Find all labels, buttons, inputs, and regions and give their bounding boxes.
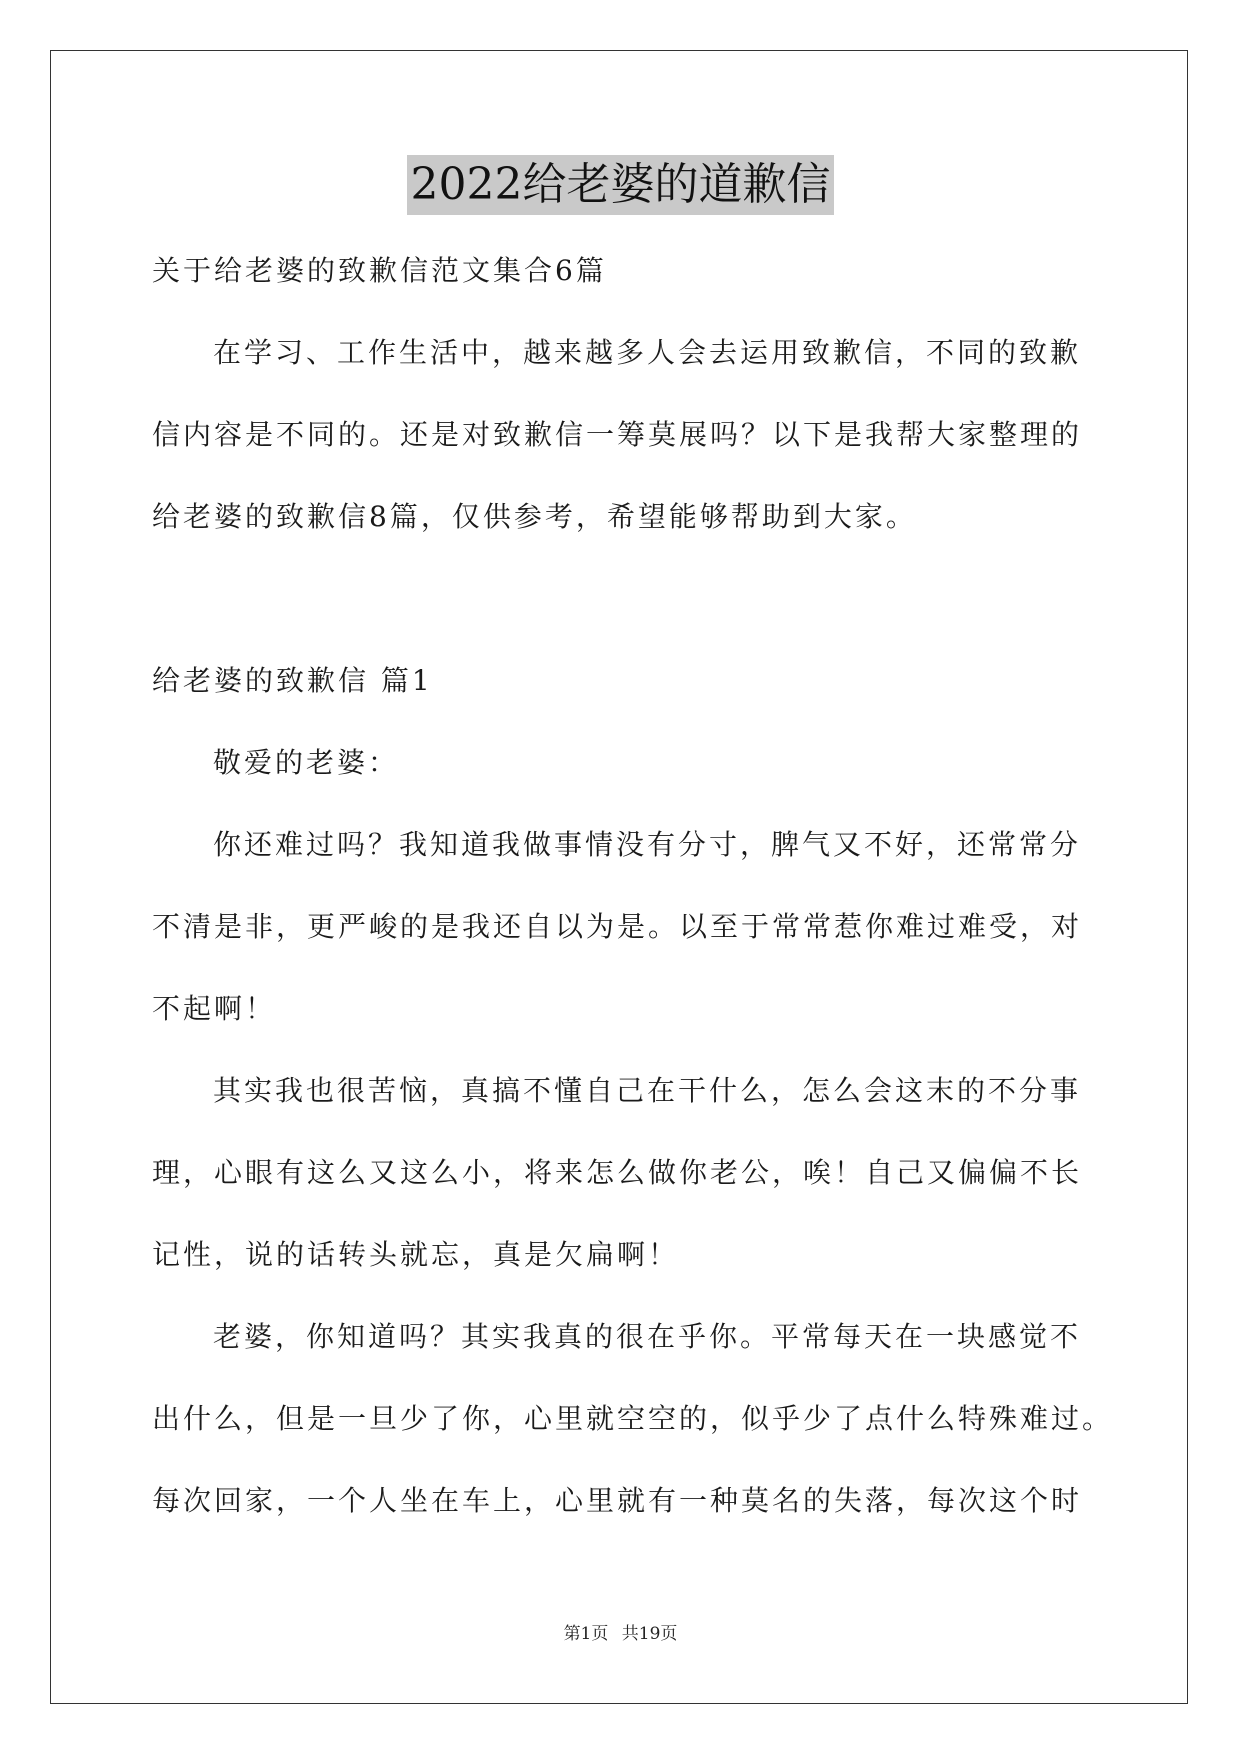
paragraph-line: 给老婆的致歉信8篇，仅供参考，希望能够帮助到大家。: [152, 500, 917, 533]
paragraph-line: 你还难过吗？我知道我做事情没有分寸，脾气又不好，还常常分: [213, 828, 1082, 861]
paragraph-line: 信内容是不同的。还是对致歉信一筹莫展吗？以下是我帮大家整理的: [152, 418, 1083, 451]
section-heading: 给老婆的致歉信 篇1: [152, 664, 433, 697]
document-body: [152, 230, 1114, 1542]
paragraph-line: 其实我也很苦恼，真搞不懂自己在干什么，怎么会这末的不分事: [213, 1074, 1082, 1107]
paragraph-line: 记性，说的话转头就忘，真是欠扁啊！: [152, 1238, 680, 1271]
title-container: [0, 155, 1241, 215]
paragraph-line: 不清是非，更严峻的是我还自以为是。以至于常常惹你难过难受，对: [152, 910, 1083, 943]
paragraph-line: 在学习、工作生活中，越来越多人会去运用致歉信，不同的致歉: [213, 336, 1082, 369]
paragraph-line: 每次回家，一个人坐在车上，心里就有一种莫名的失落，每次这个时: [152, 1484, 1083, 1517]
paragraph-line: 不起啊！: [152, 992, 277, 1025]
paragraph-line: 老婆，你知道吗？其实我真的很在乎你。平常每天在一块感觉不: [213, 1320, 1082, 1353]
paragraph-line: 出什么，但是一旦少了你，心里就空空的，似乎少了点什么特殊难过。: [152, 1402, 1114, 1435]
page-number: 第1页: [563, 1624, 609, 1644]
paragraph-line: 理，心眼有这么又这么小，将来怎么做你老公，唉！自己又偏偏不长: [152, 1156, 1083, 1189]
salutation: 敬爱的老婆：: [213, 746, 400, 779]
page-total: 共19页: [621, 1624, 678, 1644]
page-footer: [0, 1622, 1241, 1646]
spacer: [152, 558, 1102, 640]
document-title: 2022给老婆的道歉信: [407, 155, 835, 215]
intro-heading: 关于给老婆的致歉信范文集合6篇: [152, 254, 607, 287]
